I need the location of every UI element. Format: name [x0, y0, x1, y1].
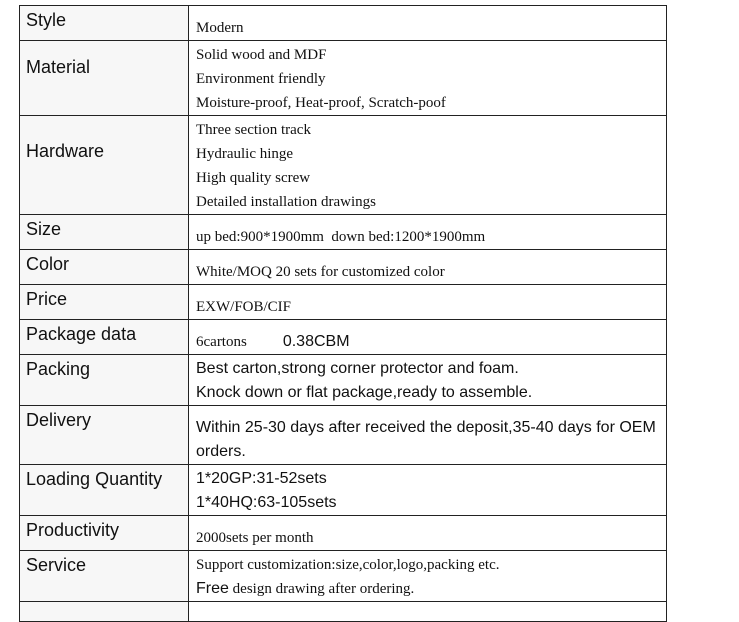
- label-text: Hardware: [26, 141, 105, 161]
- row-label-loading-quantity: Loading Quantity: [20, 465, 189, 516]
- table-row: [20, 602, 667, 622]
- row-label-service: Service: [20, 551, 189, 602]
- value-line: 1*40HQ:63-105sets: [196, 494, 337, 511]
- row-label-package-data: Package data: [20, 320, 189, 355]
- value-line: 2000sets per month: [196, 530, 314, 546]
- value-line: Three section track: [196, 122, 311, 138]
- value-line: High quality screw: [196, 170, 311, 186]
- row-value-hardware: [189, 116, 667, 215]
- table-row: [20, 285, 667, 320]
- row-label-color: Color: [20, 250, 189, 285]
- row-label-delivery: Delivery: [20, 406, 189, 465]
- table-row: [20, 465, 667, 516]
- value-line: [196, 322, 666, 354]
- value-line: Moisture-proof, Heat-proof, Scratch-poof: [196, 95, 446, 111]
- row-label-style: Style: [20, 6, 189, 41]
- table-row: [20, 406, 667, 465]
- value-line: Solid wood and MDF: [196, 47, 327, 63]
- table-row: [20, 215, 667, 250]
- row-value-loading-quantity: [189, 465, 667, 516]
- service-free-word: Free: [196, 580, 229, 597]
- row-value-productivity: [189, 516, 667, 551]
- table-row: [20, 116, 667, 215]
- value-line: orders.: [196, 443, 246, 460]
- table-row: [20, 250, 667, 285]
- value-line: Best carton,strong corner protector and foam.: [196, 360, 519, 377]
- value-line: Detailed installation drawings: [196, 194, 376, 210]
- row-value-packing: [189, 355, 667, 406]
- value-line: Modern: [196, 20, 244, 36]
- row-label-price: Price: [20, 285, 189, 320]
- value-line: [196, 577, 666, 601]
- row-value-style: [189, 6, 667, 41]
- package-cartons: 6cartons: [196, 334, 247, 350]
- row-value-material: [189, 41, 667, 116]
- row-label-empty: [20, 602, 189, 622]
- value-line: Support customization:size,color,logo,packing etc.: [196, 557, 500, 573]
- value-line: White/MOQ 20 sets for customized color: [196, 264, 445, 280]
- row-value-delivery: [189, 406, 667, 465]
- value-line: 1*20GP:31-52sets: [196, 470, 327, 487]
- value-line: Environment friendly: [196, 71, 326, 87]
- row-value-price: [189, 285, 667, 320]
- table-row: [20, 516, 667, 551]
- service-rest: design drawing after ordering.: [228, 581, 415, 597]
- row-label-size: Size: [20, 215, 189, 250]
- label-text: Material: [26, 57, 91, 77]
- value-line: Within 25-30 days after received the deposit,35-40 days for OEM: [196, 419, 656, 436]
- row-label-material: [20, 41, 189, 116]
- product-spec-table: [19, 5, 667, 622]
- row-value-service: [189, 551, 667, 602]
- table-row: [20, 6, 667, 41]
- row-label-productivity: Productivity: [20, 516, 189, 551]
- table-row: [20, 320, 667, 355]
- table-row: [20, 41, 667, 116]
- row-label-packing: Packing: [20, 355, 189, 406]
- value-line: up bed:900*1900mm down bed:1200*1900mm: [196, 229, 486, 245]
- value-line: Hydraulic hinge: [196, 146, 294, 162]
- row-value-size: [189, 215, 667, 250]
- row-value-package-data: [189, 320, 667, 355]
- table-row: [20, 355, 667, 406]
- package-volume: 0.38CBM: [282, 333, 350, 350]
- value-line: EXW/FOB/CIF: [196, 299, 292, 315]
- row-value-empty: [189, 602, 667, 622]
- row-value-color: [189, 250, 667, 285]
- table-row: [20, 551, 667, 602]
- row-label-hardware: [20, 116, 189, 215]
- value-line: Knock down or flat package,ready to assemble.: [196, 384, 533, 401]
